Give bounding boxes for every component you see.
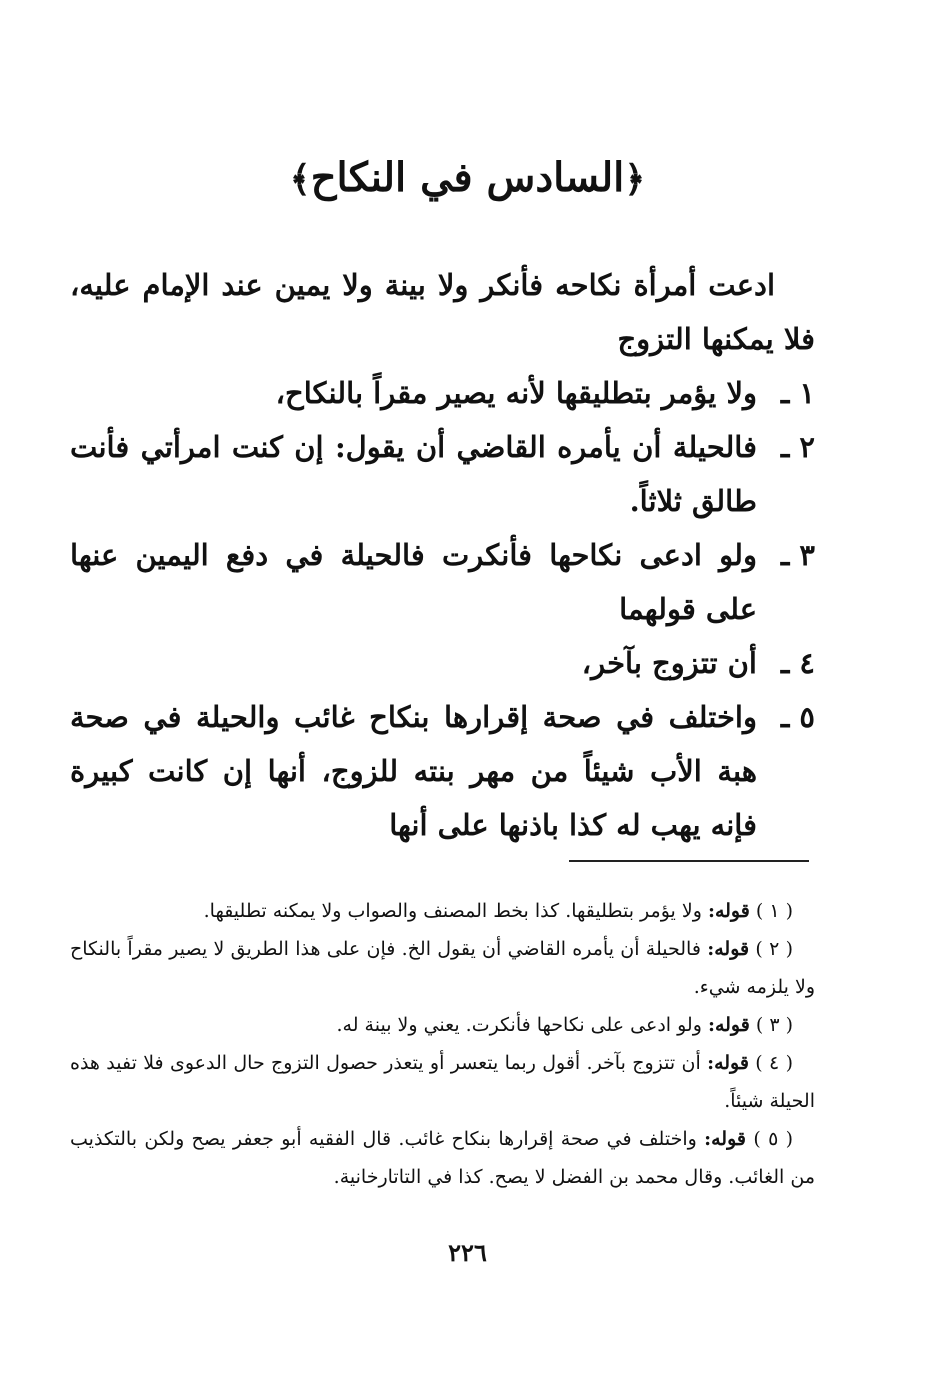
footnote-keyword: قوله: xyxy=(707,900,750,922)
item-text: ولا يؤمر بتطليقها لأنه يصير مقراً بالنكاح، xyxy=(275,376,757,410)
footnote-text: ولو ادعى على نكاحها فأنكرت. يعني ولا بينة له. xyxy=(336,1014,702,1036)
item-text: واختلف في صحة إقرارها بنكاح غائب والحيلة في صحة هبة الأب شيئاً من مهر بنته للزوج، أنها إن كانت كبيرة فإنه يهب له كذا باذنها على أنها xyxy=(70,700,757,842)
footnotes xyxy=(70,892,815,1196)
page-number: ٢٢٦ xyxy=(448,1238,487,1267)
item-number: ٤ ـ xyxy=(780,646,815,680)
footnote-text: فالحيلة أن يأمره القاضي أن يقول الخ. فإن على هذا الطريق لا يصير مقراً بالنكاح ولا يلزمه شيء. xyxy=(70,938,815,998)
chapter-title xyxy=(0,148,935,209)
ornament-open: ﴿ xyxy=(624,158,646,200)
footnote-text: ولا يؤمر بتطليقها. كذا بخط المصنف والصواب ولا يمكنه تطليقها. xyxy=(203,900,702,922)
list-item xyxy=(70,528,815,636)
list-item xyxy=(70,690,815,852)
ornament-close: ﴾ xyxy=(289,158,311,200)
item-number: ٣ ـ xyxy=(780,538,815,572)
intro-paragraph: ادعت أمرأة نكاحه فأنكر ولا بينة ولا يمين عند الإمام عليه، فلا يمكنها التزوج xyxy=(70,268,815,356)
footnote-divider xyxy=(569,860,809,862)
main-text xyxy=(70,258,815,852)
item-text: أن تتزوج بآخر، xyxy=(581,646,757,680)
footnote-keyword: قوله: xyxy=(704,1128,746,1150)
footnote-keyword: قوله: xyxy=(707,1014,750,1036)
item-text: فالحيلة أن يأمره القاضي أن يقول: إن كنت امرأتي فأنت طالق ثلاثاً. xyxy=(70,430,757,518)
item-text: ولو ادعى نكاحها فأنكرت فالحيلة في دفع اليمين عنها على قولهما xyxy=(70,538,757,626)
item-number: ٥ ـ xyxy=(780,700,815,734)
footnote-text: واختلف في صحة إقرارها بنكاح غائب. قال الفقيه أبو جعفر يصح ولكن بالتكذيب من الغائب. وقال محمد بن الفضل لا يصح. كذا في التاتارخانية. xyxy=(70,1128,815,1188)
list-item xyxy=(70,636,815,690)
footnote xyxy=(70,930,815,1006)
footnote xyxy=(70,1044,815,1120)
footnote xyxy=(70,1006,815,1044)
item-number: ٢ ـ xyxy=(780,430,815,464)
footnote-number: ( ٢ ) xyxy=(755,938,794,960)
chapter-title-text: السادس في النكاح xyxy=(310,154,625,201)
footnote-text: أن تتزوج بآخر. أقول ربما يتعسر أو يتعذر حصول التزوج حال الدعوى فلا تفيد هذه الحيلة شيئاً. xyxy=(70,1052,815,1112)
footnote-keyword: قوله: xyxy=(707,1052,749,1074)
footnote-number: ( ١ ) xyxy=(755,900,793,922)
footnote-number: ( ٣ ) xyxy=(755,1014,793,1036)
footnote xyxy=(70,892,815,930)
list-item xyxy=(70,420,815,528)
footnote xyxy=(70,1120,815,1196)
list-item xyxy=(70,366,815,420)
footnote-number: ( ٥ ) xyxy=(753,1128,794,1150)
item-number: ١ ـ xyxy=(780,376,815,410)
footnote-keyword: قوله: xyxy=(707,938,750,960)
footnote-number: ( ٤ ) xyxy=(755,1052,794,1074)
